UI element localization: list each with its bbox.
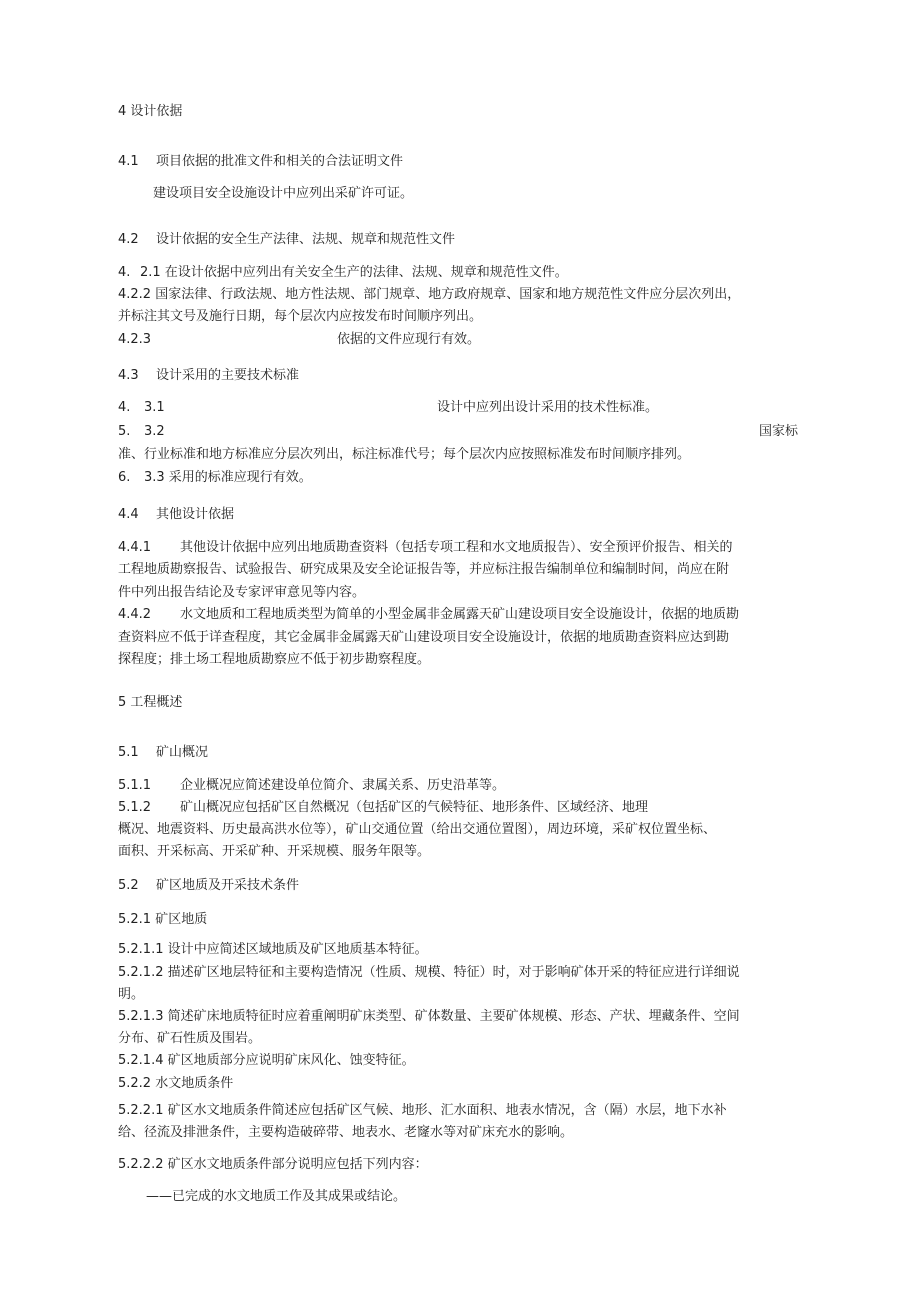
paragraph-4-3-2-line1 bbox=[118, 421, 798, 443]
heading-5-2-1: 5.2.1 矿区地质 bbox=[118, 912, 208, 927]
paragraph-4-3-2-subnumber: 3.2 bbox=[144, 424, 165, 439]
heading-5-2-2: 5.2.2 水文地质条件 bbox=[118, 1076, 234, 1091]
paragraph-4-4-1-line2: 工程地质勘察报告、试验报告、研究成果及安全论证报告等，并应标注报告编制单位和编制时间，尚应在附 bbox=[118, 562, 730, 577]
heading-4-4-title: 其他设计依据 bbox=[156, 507, 235, 522]
paragraph-4-2-3-number: 4.2.3 bbox=[118, 332, 152, 347]
paragraph-4-1-body: 建设项目安全设施设计中应列出采矿许可证。 bbox=[153, 186, 414, 201]
paragraph-4-3-2-number: 5. bbox=[118, 424, 131, 439]
heading-4-4 bbox=[118, 504, 234, 526]
paragraph-4-4-1-text: 其他设计依据中应列出地质勘查资料（包括专项工程和水文地质报告）、安全预评价报告、相关的 bbox=[180, 540, 733, 555]
paragraph-4-4-2-line1 bbox=[118, 604, 739, 626]
heading-4-2-number: 4.2 bbox=[118, 232, 139, 247]
paragraph-5-2-2-1-line2: 给、径流及排泄条件，主要构造破碎带、地表水、老窿水等对矿床充水的影响。 bbox=[118, 1125, 574, 1140]
paragraph-4-3-1 bbox=[118, 397, 658, 419]
paragraph-5-1-2-line3: 面积、开采标高、开采矿种、开采规模、服务年限等。 bbox=[118, 844, 431, 859]
heading-4-4-number: 4.4 bbox=[118, 507, 139, 522]
heading-4-2-title: 设计依据的安全生产法律、法规、规章和规范性文件 bbox=[156, 232, 456, 247]
paragraph-4-3-2-line2: 准、行业标准和地方标准应分层次列出，标注标准代号；每个层次内应按照标准发布时间顺序排列。 bbox=[118, 447, 691, 462]
paragraph-5-2-1-3-line2: 分布、矿石性质及围岩。 bbox=[118, 1031, 262, 1046]
paragraph-5-1-1-text: 企业概况应简述建设单位简介、隶属关系、历史沿革等。 bbox=[180, 778, 506, 793]
paragraph-4-4-1-line3: 件中列出报告结论及专家评审意见等内容。 bbox=[118, 585, 366, 600]
heading-5-1 bbox=[118, 742, 208, 764]
paragraph-5-2-1-2-line2: 明。 bbox=[118, 987, 145, 1002]
paragraph-4-2-2-line2: 并标注其文号及施行日期，每个层次内应按发布时间顺序列出。 bbox=[118, 309, 483, 324]
heading-4-3 bbox=[118, 365, 299, 387]
paragraph-4-3-2-tail: 国家标 bbox=[759, 424, 799, 439]
paragraph-4-4-2-text: 水文地质和工程地质类型为简单的小型金属非金属露天矿山建设项目安全设施设计，依据的地质勘 bbox=[180, 607, 740, 622]
section-4-heading: 4 设计依据 bbox=[118, 104, 183, 119]
heading-4-2 bbox=[118, 229, 455, 251]
paragraph-5-2-2-1-line1: 5.2.2.1 矿区水文地质条件简述应包括矿区气候、地形、汇水面积、地表水情况，含（隔）水层，地下水补 bbox=[118, 1103, 727, 1118]
paragraph-5-1-1 bbox=[118, 775, 505, 797]
heading-4-1-number: 4.1 bbox=[118, 154, 139, 169]
paragraph-4-2-3 bbox=[118, 329, 480, 351]
paragraph-5-1-2-number: 5.1.2 bbox=[118, 800, 152, 815]
paragraph-5-1-1-number: 5.1.1 bbox=[118, 778, 152, 793]
paragraph-4-2-2-line1: 4.2.2 国家法律、行政法规、地方性法规、部门规章、地方政府规章、国家和地方规范性文件应分层次列出， bbox=[118, 287, 741, 302]
heading-4-3-number: 4.3 bbox=[118, 368, 139, 383]
heading-5-1-title: 矿山概况 bbox=[156, 745, 209, 760]
heading-4-1 bbox=[118, 151, 403, 173]
heading-5-2-title: 矿区地质及开采技术条件 bbox=[156, 878, 300, 893]
paragraph-4-2-3-text: 依据的文件应现行有效。 bbox=[337, 332, 481, 347]
paragraph-5-2-1-4: 5.2.1.4 矿区地质部分应说明矿床风化、蚀变特征。 bbox=[118, 1053, 415, 1068]
paragraph-4-3-3 bbox=[118, 467, 312, 489]
paragraph-4-4-1-line1 bbox=[118, 537, 733, 559]
paragraph-4-3-1-subnumber: 3.1 bbox=[144, 400, 165, 415]
heading-5-2-number: 5.2 bbox=[118, 878, 139, 893]
paragraph-5-2-1-2-line1: 5.2.1.2 描述矿区地层特征和主要构造情况（性质、规模、特征）时，对于影响矿体开采的特征应进行详细说 bbox=[118, 965, 740, 980]
paragraph-5-1-2-line1 bbox=[118, 797, 648, 819]
paragraph-4-3-1-number: 4. bbox=[118, 400, 131, 415]
paragraph-5-1-2-line2: 概况、地震资料、历史最高洪水位等），矿山交通位置（给出交通位置图），周边环境，采矿权位置坐标、 bbox=[118, 822, 717, 837]
heading-4-3-title: 设计采用的主要技术标准 bbox=[156, 368, 300, 383]
paragraph-4-3-1-text: 设计中应列出设计采用的技术性标准。 bbox=[437, 400, 659, 415]
paragraph-4-2-1 bbox=[118, 262, 568, 284]
heading-5-1-number: 5.1 bbox=[118, 745, 139, 760]
paragraph-5-1-2-text: 矿山概况应包括矿区自然概况（包括矿区的气候特征、地形条件、区域经济、地理 bbox=[180, 800, 649, 815]
paragraph-4-4-2-line3: 探程度；排土场工程地质勘察应不低于初步勘察程度。 bbox=[118, 652, 431, 667]
section-5-heading: 5 工程概述 bbox=[118, 695, 183, 710]
paragraph-4-2-1-text: 2.1 在设计依据中应列出有关安全生产的法律、法规、规章和规范性文件。 bbox=[140, 265, 568, 280]
heading-5-2 bbox=[118, 875, 299, 897]
paragraph-4-4-1-number: 4.4.1 bbox=[118, 540, 152, 555]
paragraph-4-3-3-number: 6. bbox=[118, 470, 131, 485]
paragraph-5-2-1-1: 5.2.1.1 设计中应简述区域地质及矿区地质基本特征。 bbox=[118, 942, 428, 957]
paragraph-5-2-2-2: 5.2.2.2 矿区水文地质条件部分说明应包括下列内容： bbox=[118, 1157, 428, 1172]
paragraph-4-4-2-number: 4.4.2 bbox=[118, 607, 152, 622]
dash-list-item: ——已完成的水文地质工作及其成果或结论。 bbox=[146, 1189, 407, 1204]
paragraph-4-2-1-number: 4. bbox=[118, 265, 131, 280]
paragraph-4-4-2-line2: 查资料应不低于详查程度，其它金属非金属露天矿山建设项目安全设施设计，依据的地质勘查资料应达到勘 bbox=[118, 630, 730, 645]
paragraph-5-2-1-3-line1: 5.2.1.3 简述矿床地质特征时应着重阐明矿床类型、矿体数量、主要矿体规模、形态、产状、埋藏条件、空间 bbox=[118, 1009, 740, 1024]
heading-4-1-title: 项目依据的批准文件和相关的合法证明文件 bbox=[156, 154, 404, 169]
paragraph-4-3-3-text: 3.3 采用的标准应现行有效。 bbox=[144, 470, 312, 485]
